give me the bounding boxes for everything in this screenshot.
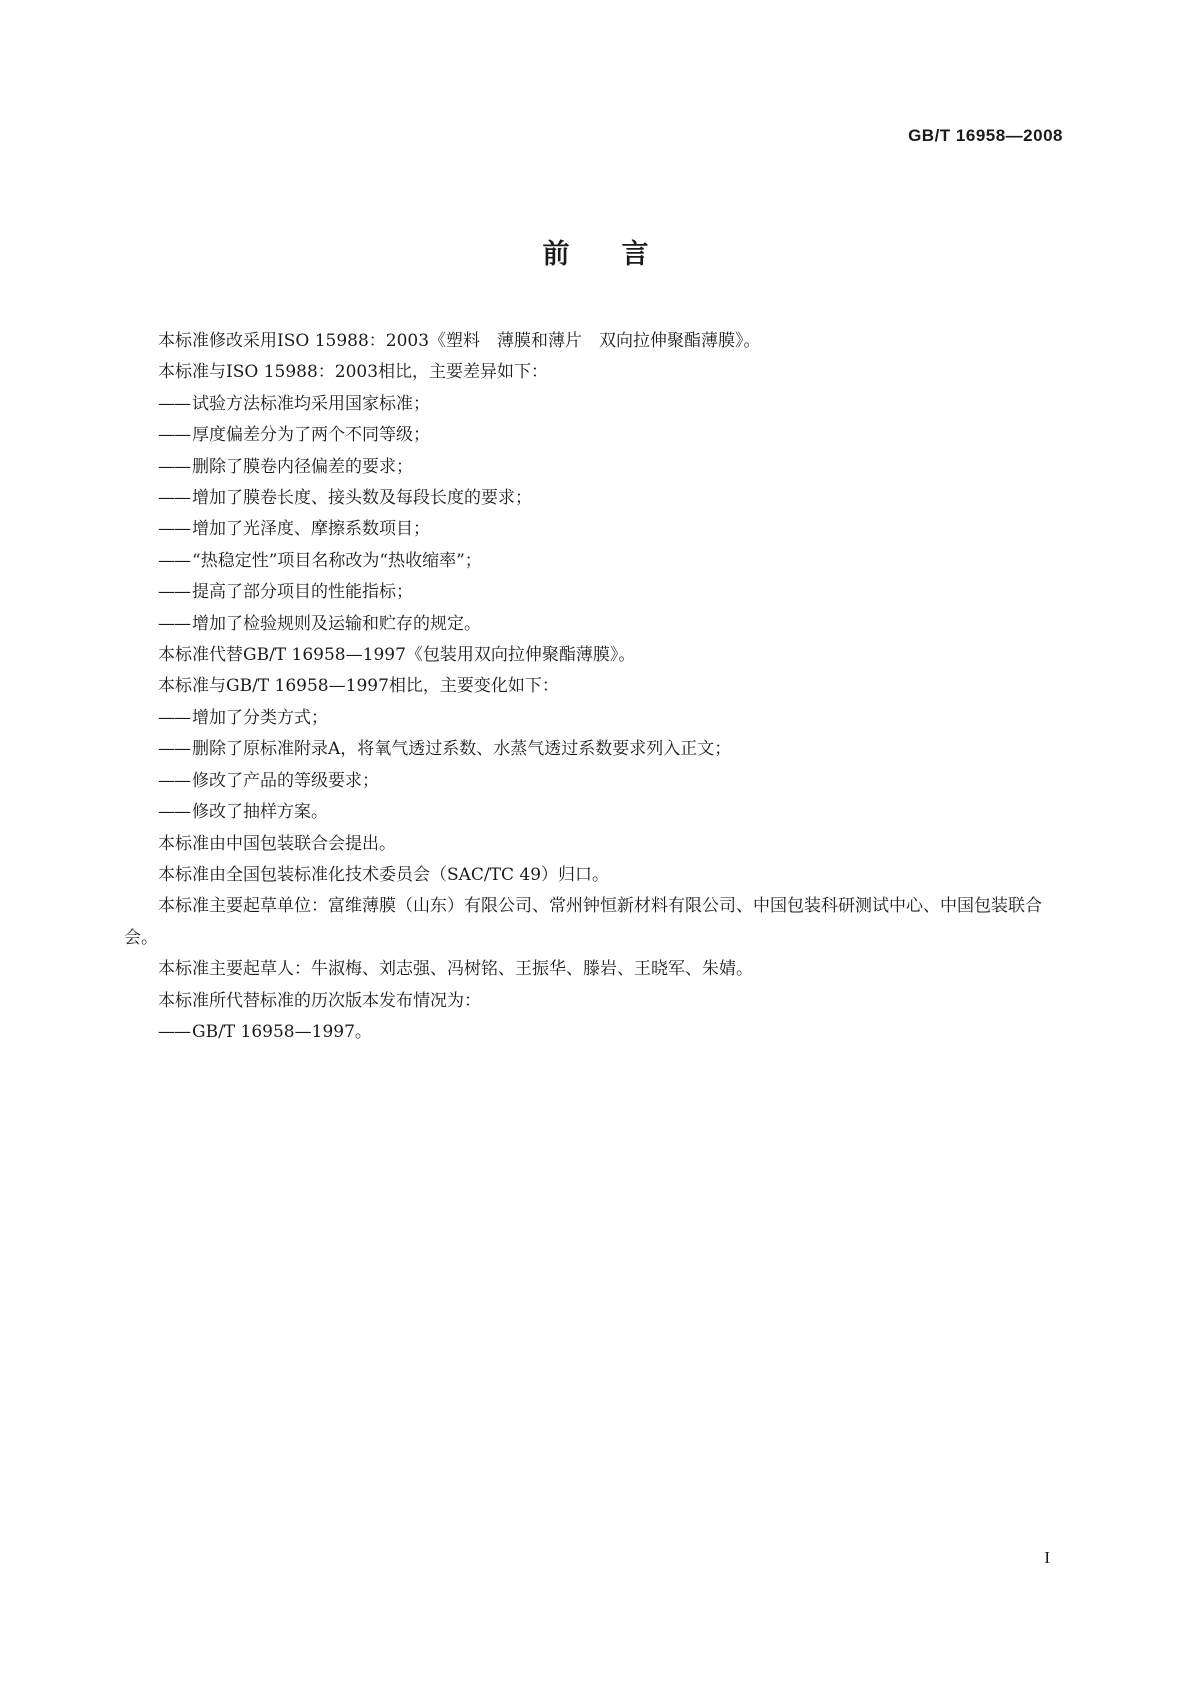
dash-marker: —— xyxy=(158,582,190,603)
paragraph-adoption: 本标准修改采用ISO 15988：2003《塑料 薄膜和薄片 双向拉伸聚酯薄膜》。 xyxy=(158,331,761,351)
paragraph-proposed-by: 本标准由中国包装联合会提出。 xyxy=(158,833,396,854)
list-item: —— 删除了膜卷内径偏差的要求； xyxy=(158,456,413,477)
dash-marker: —— xyxy=(158,770,190,791)
page-title: 前言 xyxy=(542,239,701,270)
dash-marker: —— xyxy=(158,550,190,571)
dash-marker: —— xyxy=(158,393,190,414)
changes-list xyxy=(124,703,1064,829)
dash-marker: —— xyxy=(158,1021,190,1042)
page-number: I xyxy=(1044,1548,1050,1567)
paragraph-iso-differences-intro: 本标准与ISO 15988：2003相比，主要差异如下： xyxy=(158,362,549,383)
dash-marker: —— xyxy=(158,456,190,477)
foreword-body xyxy=(124,326,1064,1048)
dash-marker: —— xyxy=(158,488,190,509)
list-item: —— 修改了抽样方案。 xyxy=(158,802,328,823)
history-list xyxy=(124,1017,1064,1048)
paragraph-drafting-units: 本标准主要起草单位：富维薄膜（山东）有限公司、常州钟恒新材料有限公司、中国包装科研测试中心、中国包装联合会。 xyxy=(124,896,1042,948)
standard-code: GB/T 16958—2008 xyxy=(908,126,1063,145)
dash-marker: —— xyxy=(158,739,190,760)
list-item: —— 增加了检验规则及运输和贮存的规定。 xyxy=(158,613,481,634)
list-item: —— 提高了部分项目的性能指标； xyxy=(158,582,413,603)
list-item: —— “热稳定性”项目名称改为“热收缩率”； xyxy=(158,550,482,571)
list-item: —— 增加了分类方式； xyxy=(158,707,328,728)
list-item: —— 增加了膜卷长度、接头数及每段长度的要求； xyxy=(158,488,532,509)
list-item: —— 增加了光泽度、摩擦系数项目； xyxy=(158,519,430,540)
dash-marker: —— xyxy=(158,519,190,540)
dash-marker: —— xyxy=(158,425,190,446)
paragraph-history-intro: 本标准所代替标准的历次版本发布情况为： xyxy=(158,990,481,1011)
list-item: —— 试验方法标准均采用国家标准； xyxy=(158,393,430,414)
dash-marker: —— xyxy=(158,802,190,823)
list-item: —— 修改了产品的等级要求； xyxy=(158,770,379,791)
list-item: —— 厚度偏差分为了两个不同等级； xyxy=(158,425,430,446)
dash-marker: —— xyxy=(158,613,190,634)
iso-differences-list xyxy=(124,389,1064,640)
paragraph-changes-intro: 本标准与GB/T 16958—1997相比，主要变化如下： xyxy=(158,676,559,697)
list-item: —— GB/T 16958—1997。 xyxy=(158,1021,372,1042)
paragraph-replaces: 本标准代替GB/T 16958—1997《包装用双向拉伸聚酯薄膜》。 xyxy=(158,645,636,666)
paragraph-drafters: 本标准主要起草人：牛淑梅、刘志强、冯树铭、王振华、滕岩、王晓军、朱婧。 xyxy=(158,959,753,980)
paragraph-administered-by: 本标准由全国包装标准化技术委员会（SAC/TC 49）归口。 xyxy=(158,864,610,885)
list-item: —— 删除了原标准附录A，将氧气透过系数、水蒸气透过系数要求列入正文； xyxy=(158,739,732,760)
dash-marker: —— xyxy=(158,707,190,728)
